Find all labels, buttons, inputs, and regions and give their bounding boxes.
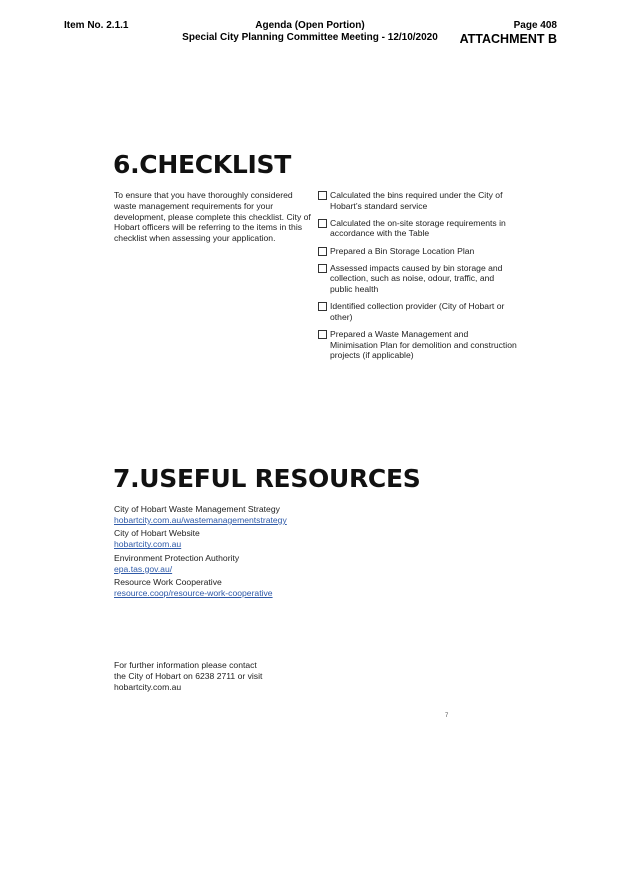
checkbox[interactable] <box>318 247 327 256</box>
checklist-item-label: Prepared a Bin Storage Location Plan <box>330 245 475 256</box>
checklist-item <box>318 246 518 257</box>
page-number: 7 <box>445 713 449 719</box>
resource-item <box>114 553 414 574</box>
checklist-item-label: Calculated the on-site storage requirements in accordance with the Table <box>330 217 506 239</box>
checklist-item <box>318 263 518 295</box>
checklist-item-label: Identified collection provider (City of Hobart or other) <box>330 301 505 322</box>
checkbox[interactable] <box>318 330 327 339</box>
resource-item <box>114 528 414 549</box>
checklist-item-label: Calculated the bins required under the City of Hobart’s standard service <box>330 190 503 211</box>
resource-link[interactable]: hobartcity.com.au/wastemanagementstrategy <box>114 515 287 525</box>
agenda-header <box>160 20 460 44</box>
contact-line: hobartcity.com.au <box>114 682 182 692</box>
checkbox[interactable] <box>318 302 327 311</box>
checklist-intro: To ensure that you have thoroughly considered waste management requirements for your development, please complete this checklist. City of Hobart officers will be referring to the items in this checklist when assessing your application. <box>114 190 311 244</box>
resource-link[interactable]: resource.coop/resource-work-cooperative <box>114 588 273 599</box>
checklist-heading: 6.CHECKLIST <box>113 150 291 179</box>
checklist-item <box>318 218 518 239</box>
contact-line: the City of Hobart on 6238 2711 or visit <box>114 671 263 681</box>
agenda-title: Agenda (Open Portion) <box>255 20 365 31</box>
page-header <box>460 20 557 46</box>
resource-link[interactable]: epa.tas.gov.au/ <box>114 563 173 574</box>
item-number: Item No. 2.1.1 <box>64 20 129 31</box>
checkbox[interactable] <box>318 219 327 228</box>
checkbox[interactable] <box>318 264 327 273</box>
checklist-item-label: Assessed impacts caused by bin storage and collection, such as noise, odour, traffic, and public health <box>330 262 503 294</box>
resource-link[interactable]: hobartcity.com.au <box>114 539 182 550</box>
resource-item <box>114 504 414 525</box>
checklist-item <box>318 190 518 211</box>
contact-line: For further information please contact <box>114 660 257 670</box>
checklist-item <box>318 329 518 361</box>
resources-heading: 7.USEFUL RESOURCES <box>113 464 421 493</box>
checklist-item-label: Prepared a Waste Management and Minimisation Plan for demolition and construction projects (if applicable) <box>330 328 517 361</box>
resource-name: Resource Work Cooperative <box>114 577 222 588</box>
checkbox[interactable] <box>318 191 327 200</box>
attachment-label: ATTACHMENT B <box>459 32 557 46</box>
page-label: Page 408 <box>513 20 557 31</box>
contact-info <box>114 660 334 693</box>
resource-name: City of Hobart Waste Management Strategy <box>114 504 280 514</box>
resource-name: City of Hobart Website <box>114 528 200 539</box>
resource-name: Environment Protection Authority <box>114 552 240 563</box>
resource-item <box>114 577 414 598</box>
resources-list <box>114 504 414 602</box>
checklist-item <box>318 301 518 322</box>
meeting-title: Special City Planning Committee Meeting - 12/10/2020 <box>182 32 438 43</box>
checklist <box>318 190 518 367</box>
